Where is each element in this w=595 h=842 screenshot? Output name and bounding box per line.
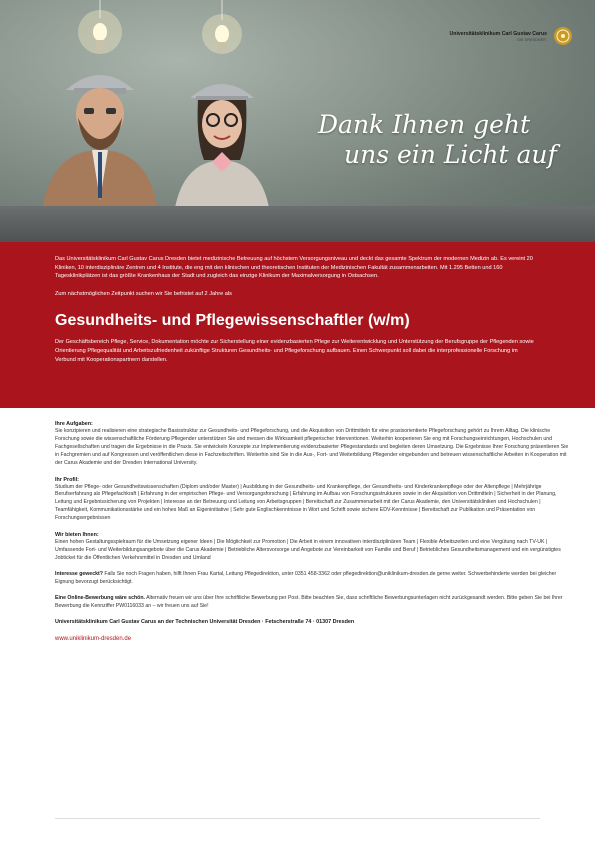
section-text: Einen hohen Gestaltungsspielraum für die Umsetzung eigener Ideen | Die Möglichkeit zur Promotion | Die Arbeit in einem innovativen interdisziplinären Team | Flexible Arbeitszeiten und eine Vergütung nach TV-UK | Umfassende Fort- und Weiterbildungsangebote über die Carus Akademie | Betriebliche Altersvorsorge und Angebote zur Vereinbarkeit von Familie und Beruf | Betriebliches Gesundheitsmanagement und ein vergünstigtes Jobticket für die Öffentlichen Verkehrsmittel in Dresden und Umland [55, 539, 561, 561]
section-text: Sie konzipieren und realisieren eine strategische Basisstruktur zur Gesundheits- und Pflegeforschung, und die Akquisition von Drittmitteln für eine praxisorientierte Pflegeforschung gehört zu Ihrem Alltag. Die klinische Forschung sowie die wissenschaftliche Förderung Pflegender unterstützen Sie und messen die Wirksamkeit pflegerischer Interventionen. Weiterhin kooperieren Sie eng mit Forschungseinrichtungen, Hochschulen und Fachgesellschaften und tragen die Ergebnisse in die Praxis. Sie entwickeln Konzepte zur Implementierung evidenzbasierter Pflegestandards und begleiten deren Umsetzung. Die Ergebnisse Ihrer Forschung präsentieren Sie in Fachgremien und auf Kongressen und veröffentlichen diese in Fachzeitschriften. Weiterhin sind Sie in die Aus-, Fort- und Weiterbildung Pflegender eingebunden und betreuen wissenschaftliche Arbeiten in Kooperation mit der Carus Akademie und der Dresden International University. [55, 428, 569, 466]
section-heading: Wir bieten Ihnen: [55, 532, 99, 539]
job-intro: Der Geschäftsbereich Pflege, Service, Dokumentation möchte zur Sicherstellung einer evidenzbasierten Pflege zur Weiterentwicklung und Unterstützung der Berufsgruppe der Pflegenden sowie Orientierung Pflegequalität und Arbeitszufriedenheit zukünftige Strukturen Gesundheits- und Pflegeforschung aufbauen. Einen Schwerpunkt soll dabei die interprofessionelle Forschung im Verbund mit Kooperationspartnern darstellen. [55, 339, 534, 363]
hero-headline [318, 110, 578, 170]
contact-text: Falls Sie noch Fragen haben, hilft Ihnen Frau Kartal, Leitung Pflegedirektion, unter 0351 458-3362 oder pflegedirektion@uniklinikum-dresden.de gerne weiter. Schwerbehinderte werden bei gleicher Eignung bevorzugt berücksichtigt. [55, 570, 557, 585]
job-title: Gesundheits- und Pflegewissenschaftler (w/m) [55, 312, 410, 330]
section-tasks [55, 420, 573, 468]
headline-line-2: uns ein Licht auf [344, 140, 557, 169]
section-profile [55, 476, 573, 524]
section-application [55, 595, 573, 611]
clinic-logo [450, 26, 573, 46]
footer-divider [55, 818, 540, 819]
headline-line-1: Dank Ihnen geht [318, 110, 531, 139]
intro-band [0, 242, 595, 408]
section-text: Studium der Pflege- oder Gesundheitswissenschaften (Diplom und/oder Master) | Ausbildung in der Gesundheits- und Krankenpflege, der Gesundheits- und Kinderkrankenpflege oder der Altenpflege | Mehrjährige Berufserfahrung als Pflegefachkraft | Erfahrung in der empirischen Pflege- und Versorgungsforschung | Erfahrung im Aufbau von Forschungsstrukturen sowie in der Akquisition von Drittmitteln | Sicherheit in der Planung, Leitung und Ergebnissicherung von Projekten | Interesse an der Betreuung und Leitung von Arbeitsgruppen | Bereitschaft zur Zusammenarbeit mit der Carus Akademie, den Universitätskliniken und Hochschulen | Teamfähigkeit, Kommunikationsstärke und ein hohes Maß an Eigeninitiative | Sehr gute Englischkenntnisse in Wort und Schrift sowie sichere EDV-Kenntnisse | Bereitschaft zur Publikation und Präsentation von Forschungsergebnissen [55, 483, 557, 522]
application-lead: Eine Online-Bewerbung wäre schön. [55, 594, 145, 601]
hero-floor [0, 206, 595, 242]
seal-icon [553, 26, 573, 46]
section-heading: Ihre Aufgaben: [55, 421, 93, 427]
job-details [55, 420, 573, 642]
section-heading: Ihr Profil: [55, 476, 79, 483]
website-link[interactable]: www.uniklinikum-dresden.de [55, 636, 132, 643]
section-offer [55, 531, 573, 563]
application-text: Alternativ freuen wir uns über Ihre schriftliche Bewerbung per Post. Bitte beachten Sie, dass schriftliche Bewerbungsunterlagen nicht zurückgesandt werden. Bitte geben Sie bei Ihrer Bewerbung die Kennziffer PW0116033 an – wir freuen uns auf Sie! [55, 594, 563, 609]
clinic-description: Das Universitätsklinikum Carl Gustav Carus Dresden bietet medizinische Betreuung auf höchstem Versorgungsniveau und deckt das gesamte Spektrum der modernen Medizin ab. Es vereint 20 Kliniken, 10 interdisziplinäre Zentren und 4 Institute, die eng mit den klinischen und theoretischen Instituten der Medizinischen Fakultät zusammenarbeiten. Mit 1.295 Betten und 160 Tagesklinikplätzen ist das größte Krankenhaus der Stadt und zugleich das einzige Klinikum der Maximalversorgung in Ostsachsen. [55, 256, 533, 280]
logo-subtitle: DIE DRESDNER. [517, 37, 547, 42]
contact-lead: Interesse geweckt? [55, 570, 103, 577]
availability-text: Zum nächstmöglichen Zeitpunkt suchen wir Sie befristet auf 2 Jahre als [55, 290, 232, 297]
section-contact [55, 571, 573, 587]
hero-image [0, 0, 595, 242]
logo-name: Universitätsklinikum Carl Gustav Carus [449, 30, 547, 37]
clinic-address: Universitätsklinikum Carl Gustav Carus an der Technischen Universität Dresden · Fetscherstraße 74 · 01307 Dresden [55, 619, 355, 626]
